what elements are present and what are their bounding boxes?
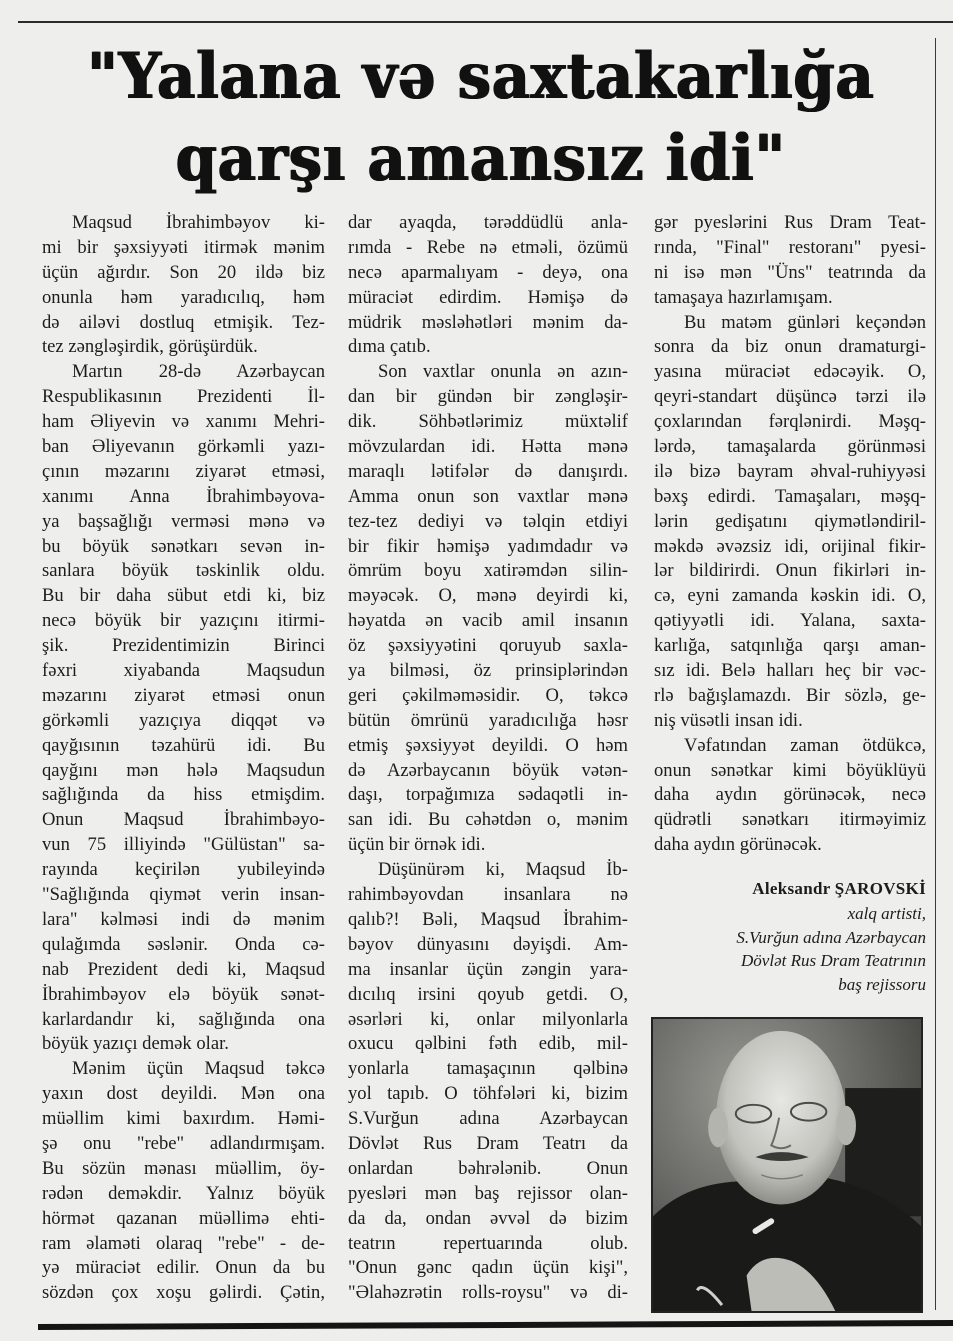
article-text-line: hörmət qazanan müəllimə ehti- [42,1207,325,1229]
article-text-line: lərin gedişatını qiymətləndiril- [654,510,926,532]
article-text-line: müraciət edirdim. Həmişə də [348,286,628,308]
article-text-line: ham Əliyevin və xanımı Mehri- [42,411,325,433]
author-title-line: Dövlət Rus Dram Teatrının [741,951,926,970]
article-text-line: sanlara böyük təskinlik oldu. [42,560,325,582]
article-text-line: rahimbəyovdan insanlara nə [348,884,628,906]
article-text-line: də Azərbaycanın böyük vətən- [348,759,628,781]
headline-line-1: "Yalana və saxtakarlığa [86,39,874,114]
article-text-line: bəxş edirdi. Tamaşaları, məşq- [654,485,926,507]
article-text-line: gər pyeslərini Rus Dram Teat- [654,212,926,233]
article-text-line: karlardandır ki, sağlığında ona [42,1008,325,1030]
article-text-line: Respublikasının Prezidenti İl- [42,386,325,408]
article-text-line: Vəfatından zaman ötdükcə, [684,734,926,756]
article-text-line: necə aparmalıyam - deyə, ona [348,261,628,283]
article-text-line: qayğısının təzahürü idi. Bu [42,734,325,756]
article-text-line: çının məzarını ziyarət etməsi, [42,460,325,482]
article-text-line: İbrahimbəyov elə böyük sənət- [42,983,325,1005]
article-text-line: "Onun gənc qadın üçün kişi", [348,1257,628,1279]
article-text-line: də ailəvi dostluq etmişik. Tez- [42,311,325,333]
article-text-line: daha aydın görünəcək. [654,834,822,856]
bottom-rule [38,1320,953,1330]
article-text-line: həyatda ən vacib amil insanın [348,610,628,632]
article-text-line: vun 75 illiyində "Gülüstan" sa- [42,834,325,856]
article-text-line: sonra da biz onun dramaturgi- [654,336,926,358]
article-text-line: tamaşaya hazırlamışam. [654,286,833,308]
article-text-line: dan bir gündən bir zəngləşir- [348,386,628,408]
article-text-line: rında, "Final" restoranı" pyesi- [654,236,926,258]
article-text-line: bəyov dünyasını dəyişdi. Am- [348,933,628,955]
article-text-line: məkdə əvəzsiz idi, orijinal fikir- [654,535,926,557]
article-text-line: sız idi. Belə halları heç bir vəc- [654,660,926,682]
article-text-line: Dövlət Rus Dram Teatrı da [348,1132,628,1154]
article-text-line: san idi. Bu cəhətdən o, mənim [348,809,628,831]
article-text-line: qeyri-standart düşüncə tərzi ilə [654,386,926,408]
author-title-line: xalq artisti, [847,904,926,923]
article-text-line: Bu sözün mənası müəllim, öy- [42,1157,325,1179]
article-text-line: ram əlaməti olaraq "rebe" - de- [42,1232,325,1254]
article-text-line: Mənim üçün Maqsud təkcə [72,1058,325,1080]
article-text-line: cə, eyni zamanda kəskin idi. O, [654,585,926,607]
article-text-line: məzarını ziyarət etməsi onun [42,684,325,706]
article-text-line: yonlarla tamaşaçının qəlbinə [348,1058,628,1080]
author-title-line: baş rejissoru [838,974,926,994]
article-text-line: ni isə mən "Üns" teatrında da [654,261,926,283]
article-text-line: şə onu "rebe" adlandırmışam. [42,1132,325,1154]
article-text-line: ban Əliyevanın görkəmli yazı- [42,436,325,458]
article-text-line: əsərləri ki, onlar milyonlarla [348,1008,628,1030]
article-text-line: rımda - Rebe nə etməli, özümü [348,236,628,258]
article-text-line: Bu matəm günləri keçəndən [684,311,926,333]
article-text-line: qulağımda səslənir. Onda cə- [42,933,325,955]
article-text-line: üçün bir örnək idi. [348,834,486,856]
article-text-line: da da, ondan əvvəl də bizim [348,1207,628,1229]
article-text-line: çoxlarından fərqlənirdi. Məşq- [654,411,926,433]
article-text-line: rədən deməkdir. Yalnız böyük [42,1182,325,1204]
article-text-line: dıcılıq irsini qoyub getdi. O, [348,983,628,1005]
article-text-line: teatrın repertuarında olub. [348,1232,628,1254]
article-text-line: şik. Prezidentimizin Birinci [42,635,325,657]
article-text-line: qüdrətli sənətkarı itirməyimiz [654,809,926,831]
article-text-line: yaxın dost deyildi. Mən ona [42,1083,325,1105]
article-text-line: mi bir şəxsiyyəti itirmək mənim [42,236,325,258]
article-text-line: dar ayaqda, tərəddüdlü anla- [348,212,628,233]
article-column-2 [348,211,628,1306]
article-text-line: Martın 28-də Azərbaycan [72,361,325,383]
article-text-line: yə müraciət edilir. Onun da bu [42,1257,325,1279]
article-text-line: böyük yazıçı demək olar. [42,1033,229,1055]
article-text-line: Onun Maqsud İbrahimbəyo- [42,809,325,831]
article-text-line: fəxri xiyabanda Maqsudun [42,660,325,682]
article-text-line: daha aydın görünəcək, necə [654,784,926,806]
article-text-line: Maqsud İbrahimbəyov ki- [72,212,325,233]
article-text-line: niş vüsətli insan idi. [654,709,803,731]
article-text-line: görkəmli yazıçıya diqqət və [42,709,325,731]
article-text-line: necə böyük bir yazıçını itirmi- [42,610,325,632]
article-text-line: sözdən çox xoşu gəlirdi. Çətin, [42,1282,325,1304]
article-text-line: ma insanlar üçün zəngin yara- [348,958,628,980]
article-text-line: mövzulardan idi. Hətta mənə [348,436,628,458]
article-text-line: müəllim kimi baxırdım. Həmi- [42,1108,325,1130]
article-text-line: Amma onun son vaxtlar mənə [348,485,628,507]
article-text-line: daşı, torpağımıza sədaqətli in- [348,784,628,806]
article-text-line: rlə bağışlamazdı. Bir sözlə, ge- [654,684,926,706]
article-text-line: qətiyyətli idi. Yalana, saxta- [654,610,926,632]
article-text-line: geri çəkilməməsidir. O, təkcə [348,684,628,706]
article-text-line: "Əlahəzrətin rolls-roysu" və di- [348,1282,628,1304]
article-text-line: onun sənətkar kimi böyüklüyü [654,759,926,781]
article-text-line: pyesləri mən baş rejissor olan- [348,1182,628,1204]
article-text-line: rayında keçirilən yubileyində [42,859,325,881]
headline-line-2: qarşı amansız idi" [174,121,786,196]
signature-block [654,876,926,996]
article-text-line: ya başsağlığı verməsi mənə və [42,510,325,532]
article-text-line: Düşünürəm ki, Maqsud İb- [378,859,628,881]
article-text-line: məyəcək. O, mənə deyirdi ki, [348,585,628,607]
article-text-line: xanımı Anna İbrahimbəyova- [42,485,325,507]
article-text-line: tez zəngləşirdik, görüşürdük. [42,336,258,358]
article-text-line: üçün ağırdır. Son 20 ildə biz [42,261,325,283]
article-text-line: onlardan bəhrələnib. Onun [348,1157,628,1179]
article-text-line: yasına müraciət edəcəyik. O, [654,361,926,383]
article-text-line: bütün ömrünü yaradıcılığa həsr [348,709,628,731]
article-text-line: nab Prezident dedi ki, Maqsud [42,958,325,980]
author-title-line: S.Vurğun adına Azərbaycan [736,927,926,947]
article-text-line: lərdə, tamaşalarda görünməsi [654,436,926,458]
author-portrait-photo [651,1017,923,1313]
article-text-line: oxucu qəlbini fəth edib, mil- [348,1033,628,1055]
article-text-line: sağlığında da hiss etmişdim. [42,784,325,806]
article-text-line: yol tapıb. O töhfələri ki, bizim [348,1083,628,1105]
article-text-line: S.Vurğun adına Azərbaycan [348,1108,628,1130]
article-text-line: tez-tez dediyi və təlqin etdiyi [348,510,628,532]
article-text-line: maraqlı lətifələr də danışırdı. [348,460,628,482]
article-column-1 [42,211,325,1306]
article-text-line: lara" kəlməsi indi də mənim [42,908,325,930]
article-text-line: qayğını mən hələ Maqsudun [42,759,325,781]
top-rule [18,21,953,23]
article-column-3 [654,211,926,858]
headline [75,36,885,200]
portrait-illustration [653,1019,921,1311]
article-text-line: ömrüm boyu xatirəmdən silin- [348,560,628,582]
column-rule-right [935,38,936,1310]
article-text-line: dıma çatıb. [348,336,431,358]
article-text-line: ilə bizə bayram əhval-ruhiyyəsi [654,460,926,482]
article-text-line: qalıb?! Bəli, Maqsud İbrahim- [348,908,628,930]
article-text-line: karlığa, satqınlığa qarşı aman- [654,635,926,657]
article-text-line: dik. Söhbətlərimiz müxtəlif [348,411,628,433]
article-text-line: öz şəxsiyyətini qoruyub saxla- [348,635,628,657]
article-text-line: müdrik məsləhətləri mənim da- [348,311,628,333]
author-name: Aleksandr ŞAROVSKİ [752,879,926,898]
article-text-line: "Sağlığında qiymət verin insan- [42,884,325,906]
article-text-line: bu böyük sənətkarı sevən in- [42,535,325,557]
article-text-line: bir fikir həmişə yadımdadır və [348,535,628,557]
article-text-line: ya bilməsi, öz prinsiplərindən [348,660,628,682]
article-text-line: Bu bir daha sübut etdi ki, biz [42,585,325,607]
article-text-line: lər bildirirdi. Onun fikirləri in- [654,560,926,582]
article-text-line: Son vaxtlar onunla ən azın- [378,361,628,383]
article-text-line: onunla həm yaradıcılıq, həm [42,286,325,308]
article-text-line: etmiş şəxsiyyət deyildi. O həm [348,734,628,756]
